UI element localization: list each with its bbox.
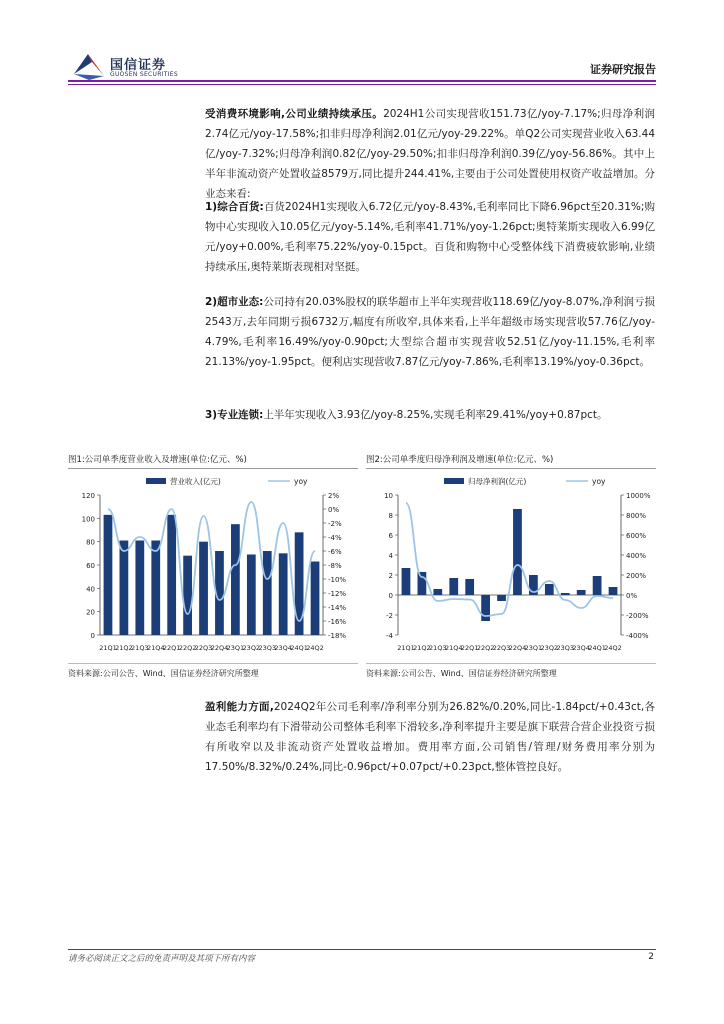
y-tick-label-right: -12%	[328, 590, 347, 598]
net-profit-chart	[366, 473, 656, 663]
y-tick-label-left: 80	[86, 538, 95, 547]
bar-21Q2	[418, 572, 427, 595]
legend-line-label: yoy	[592, 477, 606, 486]
guosen-logo-icon	[72, 52, 106, 82]
bar-23Q3	[561, 593, 570, 595]
figure-revenue-source: 资料来源:公司公告、Wind、国信证券经济研究所整理	[68, 669, 259, 678]
y-tick-label-left: -2	[386, 612, 393, 620]
y-tick-label-right: -4%	[328, 534, 342, 542]
y-tick-label-left: 120	[81, 492, 95, 500]
x-tick-label: 22Q2	[178, 644, 197, 652]
footer-divider	[68, 949, 656, 950]
y-tick-label-right: 2%	[328, 492, 340, 500]
y-tick-label-left: 0	[388, 592, 393, 600]
y-tick-label-left: 0	[90, 632, 95, 640]
bar-22Q1	[167, 515, 176, 635]
y-tick-label-left: 6	[388, 532, 393, 540]
x-tick-label: 24Q1	[290, 644, 308, 652]
x-tick-label: 21Q2	[413, 644, 431, 652]
bar-21Q4	[151, 541, 160, 636]
y-tick-label-left: -4	[386, 632, 393, 640]
figure-revenue-chart-area	[68, 473, 358, 664]
revenue-chart	[68, 473, 358, 663]
y-tick-label-left: 2	[388, 572, 393, 580]
consumer-lead: 受消费环境影响,公司业绩持续承压。	[205, 108, 384, 120]
super-text: 公司持有20.03%股权的联华超市上半年实现营收118.69亿/yoy-8.07%,净利润亏损2543万,去年同期亏损6732万,幅度有所收窄,具体来看,上半年超级市场实现营收57.76亿/yoy-4.79%,毛利率16.49%/yoy-0.90pct;大型综合超市实现营收52.51亿/yoy-11.15%,毛利率21.13%/yoy-1.95pct。便利店实现营收7.87亿元/yoy-7.86%,毛利率13.19%/yoy-0.36pct。	[205, 296, 655, 368]
y-tick-label-right: 400%	[626, 552, 647, 560]
footer-disclaimer: 请务必阅读正文之后的免责声明及其项下所有内容	[68, 954, 256, 964]
bar-23Q3	[263, 551, 272, 635]
y-tick-label-right: -2%	[328, 520, 342, 528]
bar-24Q2	[609, 587, 618, 595]
dept-lead: 1)综合百货:	[205, 201, 264, 213]
dept-text: 百货2024H1实现收入6.72亿元/yoy-8.43%,毛利率同比下降6.96pct至20.31%;购物中心实现收入10.05亿元/yoy-5.14%,毛利率41.71%/yoy-1.26pct;奥特莱斯实现收入6.99亿元/yoy+0.00%,毛利率75.22%/yoy-0.15pct。百货和购物中心受整体线下消费疲软影响,业绩持续承压,奥特莱斯表现相对坚挺。	[205, 201, 655, 273]
y-tick-label-right: 1000%	[626, 492, 651, 500]
y-tick-label-right: -200%	[626, 612, 649, 620]
x-tick-label: 21Q4	[146, 644, 165, 652]
x-tick-label: 21Q4	[444, 644, 463, 652]
figure-net-profit	[366, 453, 656, 688]
bar-21Q3	[433, 589, 442, 595]
bar-22Q3	[199, 542, 208, 635]
bar-21Q4	[449, 578, 458, 595]
profit-lead: 盈利能力方面,	[205, 701, 274, 713]
x-tick-label: 22Q1	[162, 644, 181, 652]
bar-22Q3	[497, 595, 506, 601]
yoy-line	[406, 503, 613, 616]
bar-23Q1	[231, 524, 240, 635]
y-tick-label-right: -400%	[626, 632, 649, 640]
y-tick-label-left: 10	[384, 492, 393, 500]
bar-21Q3	[135, 541, 144, 636]
bar-21Q2	[120, 541, 129, 636]
figure-net-profit-title: 图2:公司单季度归母净利润及增速(单位:亿元、%)	[366, 453, 656, 469]
y-tick-label-right: -10%	[328, 576, 347, 584]
y-tick-label-right: -14%	[328, 604, 347, 612]
page-header	[0, 0, 724, 90]
x-tick-label: 22Q3	[194, 644, 213, 652]
consumer-paragraph	[205, 104, 655, 204]
y-tick-label-right: -18%	[328, 632, 347, 640]
x-tick-label: 21Q3	[131, 644, 149, 652]
legend-bar-label: 归母净利润(亿元)	[468, 477, 527, 486]
x-tick-label: 21Q1	[397, 644, 415, 652]
legend-line-label: yoy	[294, 477, 308, 486]
profitability-paragraph	[205, 697, 655, 777]
figure-net-profit-chart-area	[366, 473, 656, 664]
bar-23Q4	[577, 590, 586, 595]
header-divider-thin	[68, 84, 656, 85]
bar-22Q4	[513, 509, 522, 595]
profit-text: 2024Q2年公司毛利率/净利率分别为26.82%/0.20%,同比-1.84pct/+0.43ct,各业态毛利率均有下滑带动公司整体毛利率下滑较多,净利率提升主要是旗下联营合营企业投资亏损有所收窄以及非流动资产处置收益增加。费用率方面,公司销售/管理/财务费用率分别为17.50%/8.32%/0.24%,同比-0.96pct/+0.07pct/+0.23pct,整体管控良好。	[205, 701, 655, 773]
x-tick-label: 23Q1	[226, 644, 245, 652]
x-tick-label: 23Q2	[242, 644, 261, 652]
x-tick-label: 23Q3	[556, 644, 575, 652]
y-tick-label-left: 8	[388, 512, 393, 520]
bar-22Q2	[481, 595, 490, 621]
y-tick-label-right: -6%	[328, 548, 342, 556]
bar-23Q2	[247, 555, 256, 636]
logo-english: GUOSEN SECURITIES	[110, 71, 179, 78]
bar-22Q2	[183, 556, 192, 635]
x-tick-label: 24Q2	[604, 644, 622, 652]
page-number: 2	[648, 952, 654, 962]
figure-net-profit-source: 资料来源:公司公告、Wind、国信证券经济研究所整理	[366, 669, 557, 678]
bar-24Q1	[593, 576, 602, 595]
y-tick-label-left: 40	[86, 585, 95, 594]
bar-23Q4	[279, 553, 288, 635]
x-tick-label: 23Q3	[258, 644, 277, 652]
y-tick-label-right: 200%	[626, 572, 647, 580]
x-tick-label: 22Q4	[508, 644, 527, 652]
bar-21Q1	[104, 515, 113, 635]
y-tick-label-right: 800%	[626, 512, 647, 520]
legend-bar-label: 营业收入(亿元)	[170, 477, 221, 486]
bar-24Q2	[311, 562, 320, 636]
y-tick-label-right: 600%	[626, 532, 647, 540]
x-tick-label: 23Q4	[572, 644, 590, 652]
y-tick-label-right: -8%	[328, 562, 342, 570]
spec-text: 上半年实现收入3.93亿/yoy-8.25%,实现毛利率29.41%/yoy+0.87pct。	[263, 409, 608, 421]
x-tick-label: 21Q3	[429, 644, 447, 652]
x-tick-label: 22Q2	[476, 644, 495, 652]
report-type: 证券研究报告	[590, 63, 656, 76]
bar-21Q1	[402, 568, 411, 595]
legend-bar-swatch	[444, 478, 464, 484]
x-tick-label: 23Q2	[540, 644, 559, 652]
super-lead: 2)超市业态:	[205, 296, 264, 308]
logo-name: 国信证券	[110, 58, 167, 73]
y-tick-label-right: 0%	[626, 592, 638, 600]
supermarket-paragraph	[205, 292, 655, 372]
legend-bar-swatch	[146, 478, 166, 484]
y-tick-label-left: 100	[81, 515, 95, 524]
bar-22Q1	[465, 579, 474, 595]
y-tick-label-right: -16%	[328, 618, 347, 626]
header-divider	[68, 80, 656, 82]
y-tick-label-left: 20	[86, 608, 95, 617]
x-tick-label: 24Q2	[306, 644, 324, 652]
bar-23Q2	[545, 584, 554, 595]
x-tick-label: 23Q1	[524, 644, 543, 652]
x-tick-label: 21Q1	[99, 644, 117, 652]
x-tick-label: 22Q4	[210, 644, 229, 652]
spec-lead: 3)专业连锁:	[205, 409, 264, 421]
x-tick-label: 22Q3	[492, 644, 511, 652]
department-store-paragraph	[205, 197, 655, 277]
x-tick-label: 22Q1	[460, 644, 479, 652]
consumer-text: 2024H1公司实现营收151.73亿/yoy-7.17%;归母净利润2.74亿元/yoy-17.58%;扣非归母净利润2.01亿元/yoy-29.22%。单Q2公司实现营业收入63.44亿/yoy-7.32%;归母净利润0.82亿/yoy-29.50%;扣非归母净利润0.39亿/yoy-56.86%。其中上半年非流动资产处置收益8579万,同比提升244.41%,主要由于公司处置使用权资产收益增加。分业态来看:	[205, 108, 655, 200]
y-tick-label-left: 60	[86, 562, 95, 570]
figure-revenue-title: 图1:公司单季度营业收入及增速(单位:亿元、%)	[68, 453, 358, 469]
x-tick-label: 24Q1	[588, 644, 606, 652]
y-tick-label-left: 4	[388, 552, 393, 560]
x-tick-label: 23Q4	[274, 644, 292, 652]
specialty-chain-paragraph	[205, 405, 655, 425]
bar-24Q1	[295, 532, 304, 635]
x-tick-label: 21Q2	[115, 644, 133, 652]
y-tick-label-right: 0%	[328, 506, 340, 514]
figure-revenue	[68, 453, 358, 688]
